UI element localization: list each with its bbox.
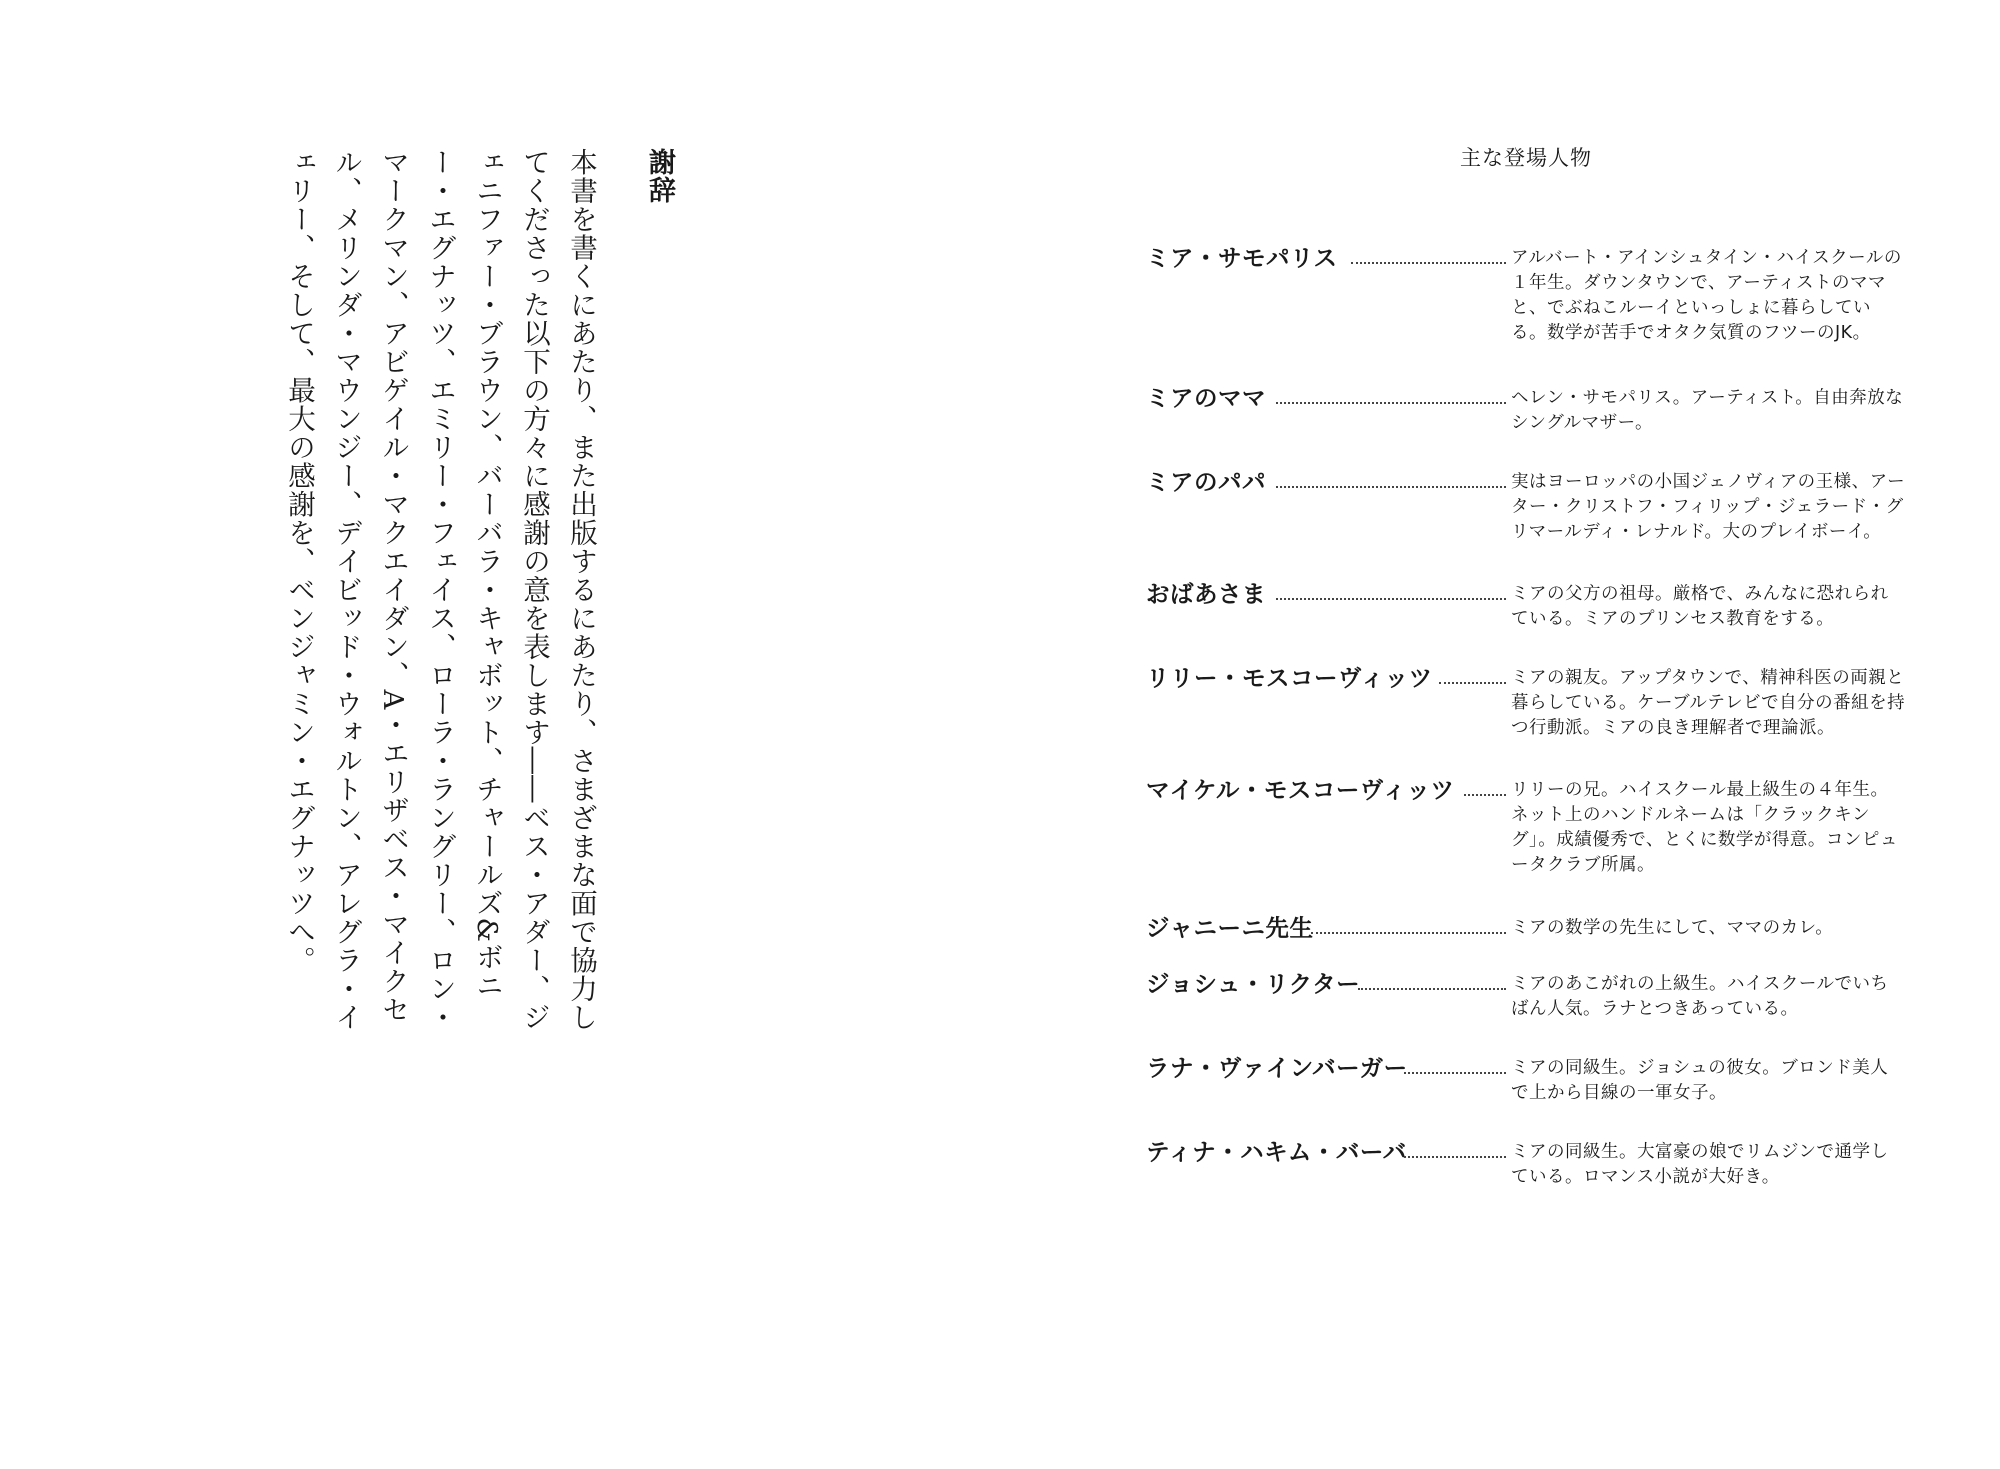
cast-heading: 主な登場人物 xyxy=(1460,146,1592,170)
character-description: ミアの父方の祖母。厳格で、みんなに恐れられている。ミアのプリンセス教育をする。 xyxy=(1511,584,1889,629)
right-page xyxy=(1000,0,2000,1469)
dot-leader xyxy=(1276,486,1506,488)
character-name: ミアのパパ xyxy=(1146,468,1266,496)
character-entry xyxy=(1146,1138,1906,1258)
character-name: おばあさま xyxy=(1146,580,1266,608)
acknowledgments-title: 謝辞 xyxy=(644,148,675,204)
acknowledgments-body: 本書を書くにあたり、また出版するにあたり、さまざまな面で協力してくださった以下の方々に感謝の意を表します――ベス・アダー、ジェニファー・ブラウン、バーバラ・キャボット、チャールズ&ボニー・エグナッツ、エミリー・フェイス、ローラ・ラングリー、ロン・マークマン、アビゲイル・マクエイダン、A・エリザベス・マイクセル、メリンダ・マウンジー、デイビッド・ウォルトン、アレグラ・イェリー、そして、最大の感謝を、ベンジャミン・エグナッツへ。 xyxy=(283,148,597,1032)
character-description: ミアの同級生。ジョシュの彼女。ブロンド美人で上から目線の一軍女子。 xyxy=(1511,1058,1889,1103)
dot-leader xyxy=(1358,988,1506,990)
character-description: 実はヨーロッパの小国ジェノヴィアの王様、アーター・クリストフ・フィリップ・ジェラード・グリマールディ・レナルド。大のプレイボーイ。 xyxy=(1511,472,1906,542)
character-description: ミアの親友。アップタウンで、精神科医の両親と暮らしている。ケーブルテレビで自分の番組を持つ行動派。ミアの良き理解者で理論派。 xyxy=(1511,668,1906,738)
character-name: マイケル・モスコーヴィッツ xyxy=(1146,776,1455,804)
character-name: ジャニーニ先生 xyxy=(1146,914,1314,942)
character-entry xyxy=(1146,244,1906,364)
character-name: ラナ・ヴァインバーガー xyxy=(1146,1054,1408,1082)
dot-leader xyxy=(1276,598,1506,600)
dot-leader xyxy=(1439,682,1506,684)
character-name: リリー・モスコーヴィッツ xyxy=(1146,664,1433,692)
dot-leader xyxy=(1404,1156,1506,1158)
character-description: ヘレン・サモパリス。アーティスト。自由奔放なシングルマザー。 xyxy=(1511,388,1904,433)
character-description: ミアの同級生。大富豪の娘でリムジンで通学している。ロマンス小説が大好き。 xyxy=(1511,1142,1889,1187)
character-entry xyxy=(1146,468,1906,588)
dot-leader xyxy=(1404,1072,1506,1074)
character-description: ミアの数学の先生にして、ママのカレ。 xyxy=(1511,918,1834,938)
character-name: ティナ・ハキム・バーバ xyxy=(1146,1138,1407,1166)
dot-leader xyxy=(1464,794,1506,796)
character-entry xyxy=(1146,776,1906,896)
character-description: リリーの兄。ハイスクール最上級生の４年生。ネット上のハンドルネームは「クラックキング」。成績優秀で、とくに数学が得意。コンピュータクラブ所属。 xyxy=(1511,780,1898,875)
dot-leader xyxy=(1311,932,1506,934)
dot-leader xyxy=(1276,402,1506,404)
character-name: ミア・サモパリス xyxy=(1146,244,1338,272)
character-name: ミアのママ xyxy=(1146,384,1266,412)
character-name: ジョシュ・リクター xyxy=(1146,970,1361,998)
character-description: アルバート・アインシュタイン・ハイスクールの１年生。ダウンタウンで、アーティストのママと、でぶねこルーイといっしょに暮らしている。数学が苦手でオタク気質のフツーのJK。 xyxy=(1511,248,1902,343)
dot-leader xyxy=(1351,262,1506,264)
character-description: ミアのあこがれの上級生。ハイスクールでいちばん人気。ラナとつきあっている。 xyxy=(1511,974,1889,1019)
character-entry xyxy=(1146,664,1906,784)
